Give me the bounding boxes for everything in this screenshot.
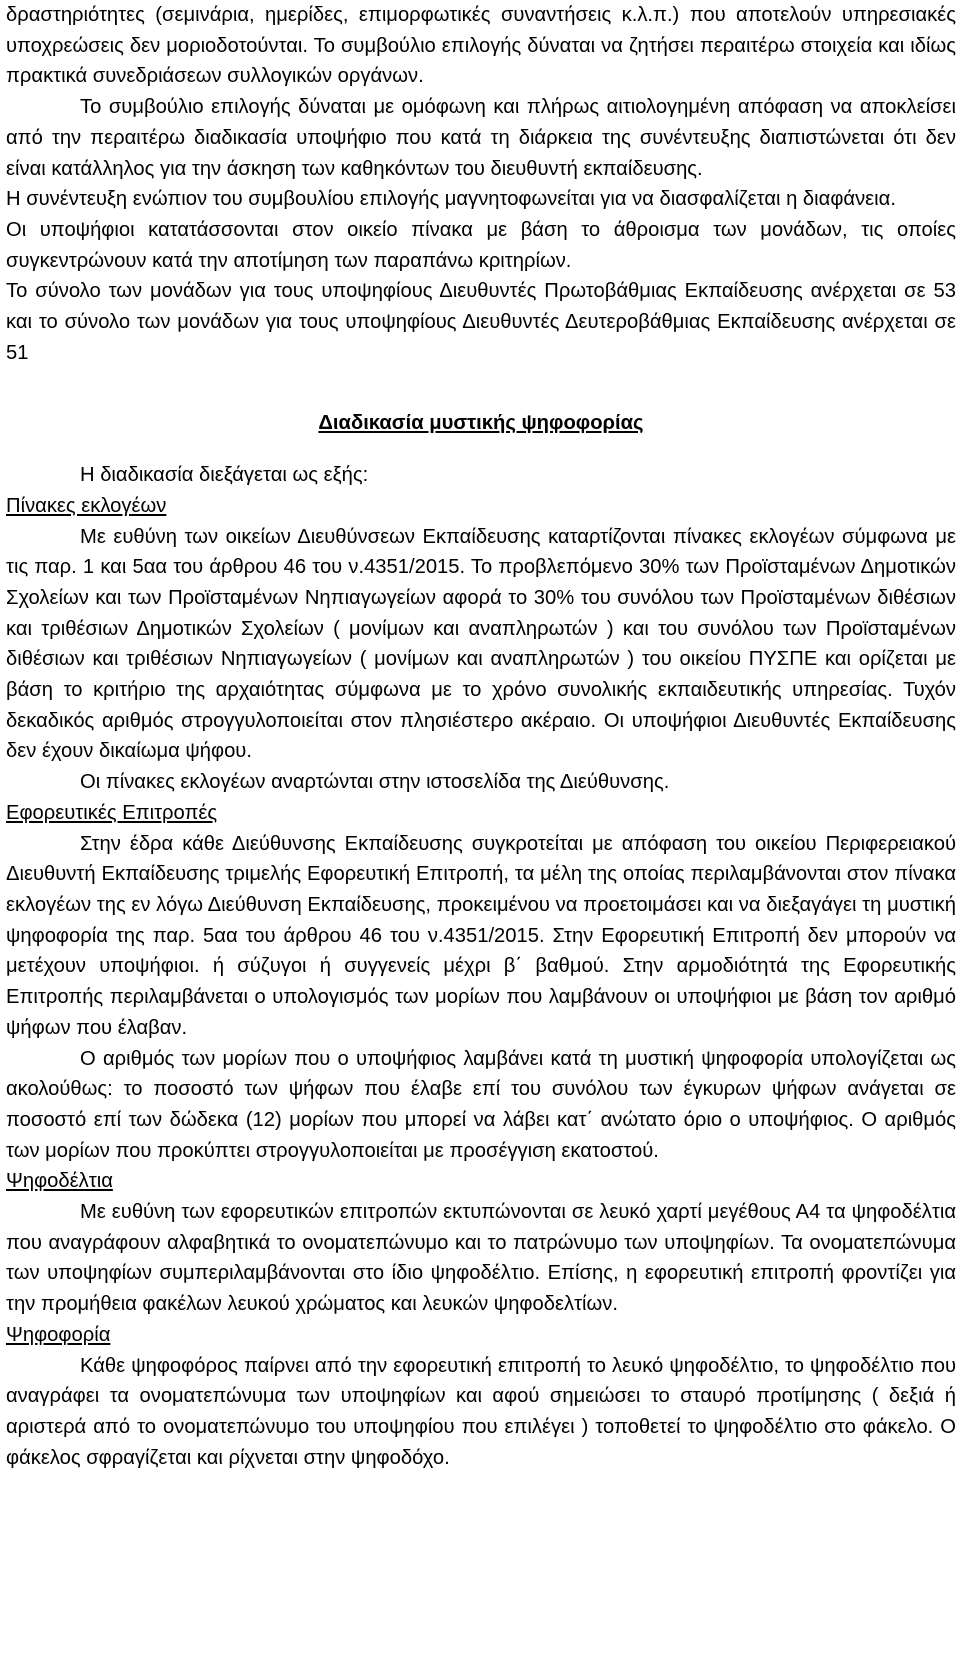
section-intro: Η διαδικασία διεξάγεται ως εξής:: [80, 464, 369, 487]
paragraph-voting: Κάθε ψηφοφόρος παίρνει από την εφορευτική επιτροπή το λευκό ψηφοδέλτιο, το ψηφοδέλτιο που αναγράφει τα ονοματεπώνυμα των υποψηφίων και αφού σημειώσει το σταυρό προτίμησης ( δεξιά ή αριστερά από το ονοματεπώνυμο του υποψηφίου που επιλέγει ) τοποθετεί το ψηφοδέλτιο στο φάκελο. Ο φάκελος σφραγίζεται και ρίχνεται στην ψηφοδόχο.: [6, 1354, 956, 1469]
paragraph-ranking: Οι υποψήφιοι κατατάσσονται στον οικείο πίνακα με βάση το άθροισμα των μονάδων, τις οποίες συγκεντρώνουν κατά την αποτίμηση των παραπάνω κριτηρίων.: [6, 218, 956, 272]
paragraph-points-calculation: Ο αριθμός των μορίων που ο υποψήφιος λαμβάνει κατά τη μυστική ψηφοφορία υπολογίζεται ως ακολούθως: το ποσοστό των ψήφων που έλαβε επί του συνόλου των έγκυρων ψήφων ανάγεται σε ποσοστό επί των δώδεκα (12) μορίων που μπορεί να λάβει κατ΄ ανώτατο όριο ο υποψήφιος. Ο αριθμός των μορίων που προκύπτει στρογγυλοποιείται με προσέγγιση εκατοστού.: [6, 1047, 956, 1162]
paragraph-exclusion: Το συμβούλιο επιλογής δύναται με ομόφωνη και πλήρως αιτιολογημένη απόφαση να αποκλείσει από την περαιτέρω διαδικασία υποψήφιο που κατά τη διάρκεια της συνέντευξης διαπιστώνεται ότι δεν είναι κατάλληλος για την άσκηση των καθηκόντων του διευθυντή εκπαίδευσης.: [6, 96, 956, 180]
document-page: [6, 0, 956, 1678]
subheading-ballots: Ψηφοδέλτια: [6, 1170, 113, 1193]
paragraph-committees: Στην έδρα κάθε Διεύθυνσης Εκπαίδευσης συγκροτείται με απόφαση του οικείου Περιφερειακού Διευθυντή Εκπαίδευσης τριμελής Εφορευτική Επιτροπή, τα μέλη της οποίας περιλαμβάνονται στον πίνακα εκλογέων της εν λόγω Διεύθυνση Εκπαίδευσης, προκειμένου να προετοιμάσει και να διεξαγάγει τη μυστική ψηφοφορία της παρ. 5αα του άρθρου 46 του ν.4351/2015. Στην Εφορευτική Επιτροπή δεν μπορούν να μετέχουν υποψήφιοι. ή σύζυγοι ή συγγενείς μέχρι β΄ βαθμού. Στην αρμοδιότητά της Εφορευτικής Επιτροπής περιλαμβάνεται ο υπολογισμός των μορίων που λαμβάνουν οι υποψήφιοι με βάση τον αριθμό ψήφων που έλαβαν.: [6, 832, 956, 1039]
paragraph-lists-posted: Οι πίνακες εκλογέων αναρτώνται στην ιστοσελίδα της Διεύθυνσης.: [80, 771, 670, 794]
subheading-voting: Ψηφοφορία: [6, 1323, 111, 1346]
section-heading: Διαδικασία μυστικής ψηφοφορίας: [318, 412, 644, 435]
paragraph-ballots: Με ευθύνη των εφορευτικών επιτροπών εκτυπώνονται σε λευκό χαρτί μεγέθους Α4 τα ψηφοδέλτια που αναγράφουν αλφαβητικά το ονοματεπώνυμο και το πατρώνυμο των υποψηφίων. Τα ονοματεπώνυμα των υποψηφίων συμπεριλαμβάνονται στο ίδιο ψηφοδέλτιο. Επίσης, η εφορευτική επιτροπή φροντίζει για την προμήθεια φακέλων λευκού χρώματος και λευκών ψηφοδελτίων.: [6, 1201, 956, 1316]
subheading-electoral-lists: Πίνακες εκλογέων: [6, 494, 167, 517]
paragraph-electoral-lists: Με ευθύνη των οικείων Διευθύνσεων Εκπαίδευσης καταρτίζονται πίνακες εκλογέων σύμφωνα με τις παρ. 1 και 5αα του άρθρου 46 του ν.4351/2015. Το προβλεπόμενο 30% των Προϊσταμένων Δημοτικών Σχολείων και των Προϊσταμένων Νηπιαγωγείων αφορά το 30% του συνόλου των Προϊσταμένων διθέσιων και τριθέσιων Δημοτικών Σχολείων ( μονίμων και αναπληρωτών ) και του συνόλου των Προϊσταμένων διθέσιων και τριθέσιων Νηπιαγωγείων ( μονίμων και αναπληρωτών ) του οικείου ΠΥΣΠΕ και ορίζεται με βάση το κριτήριο της αρχαιότητας σύμφωνα με το χρόνο συνολικής εκπαιδευτικής υπηρεσίας. Τυχόν δεκαδικός αριθμός στρογγυλοποιείται στον πλησιέστερο ακέραιο. Οι υποψήφιοι Διευθυντές Εκπαίδευσης δεν έχουν δικαίωμα ψήφου.: [6, 525, 956, 763]
subheading-committees: Εφορευτικές Επιτροπές: [6, 801, 218, 824]
paragraph-recording: Η συνέντευξη ενώπιον του συμβουλίου επιλογής μαγνητοφωνείται για να διασφαλίζεται η διαφάνεια.: [6, 188, 896, 211]
paragraph-continuation: δραστηριότητες (σεμινάρια, ημερίδες, επιμορφωτικές συναντήσεις κ.λ.π.) που αποτελούν υπηρεσιακές υποχρεώσεις δεν μοριοδοτούνται. Το συμβούλιο επιλογής δύναται να ζητήσει περαιτέρω στοιχεία και ιδίως πρακτικά συνεδριάσεων συλλογικών οργάνων.: [6, 4, 956, 88]
paragraph-total-units: Το σύνολο των μονάδων για τους υποψηφίους Διευθυντές Πρωτοβάθμιας Εκπαίδευσης ανέρχεται σε 53 και το σύνολο των μονάδων για τους υποψηφίους Διευθυντές Δευτεροβάθμιας Εκπαίδευσης ανέρχεται σε 51: [6, 280, 956, 364]
